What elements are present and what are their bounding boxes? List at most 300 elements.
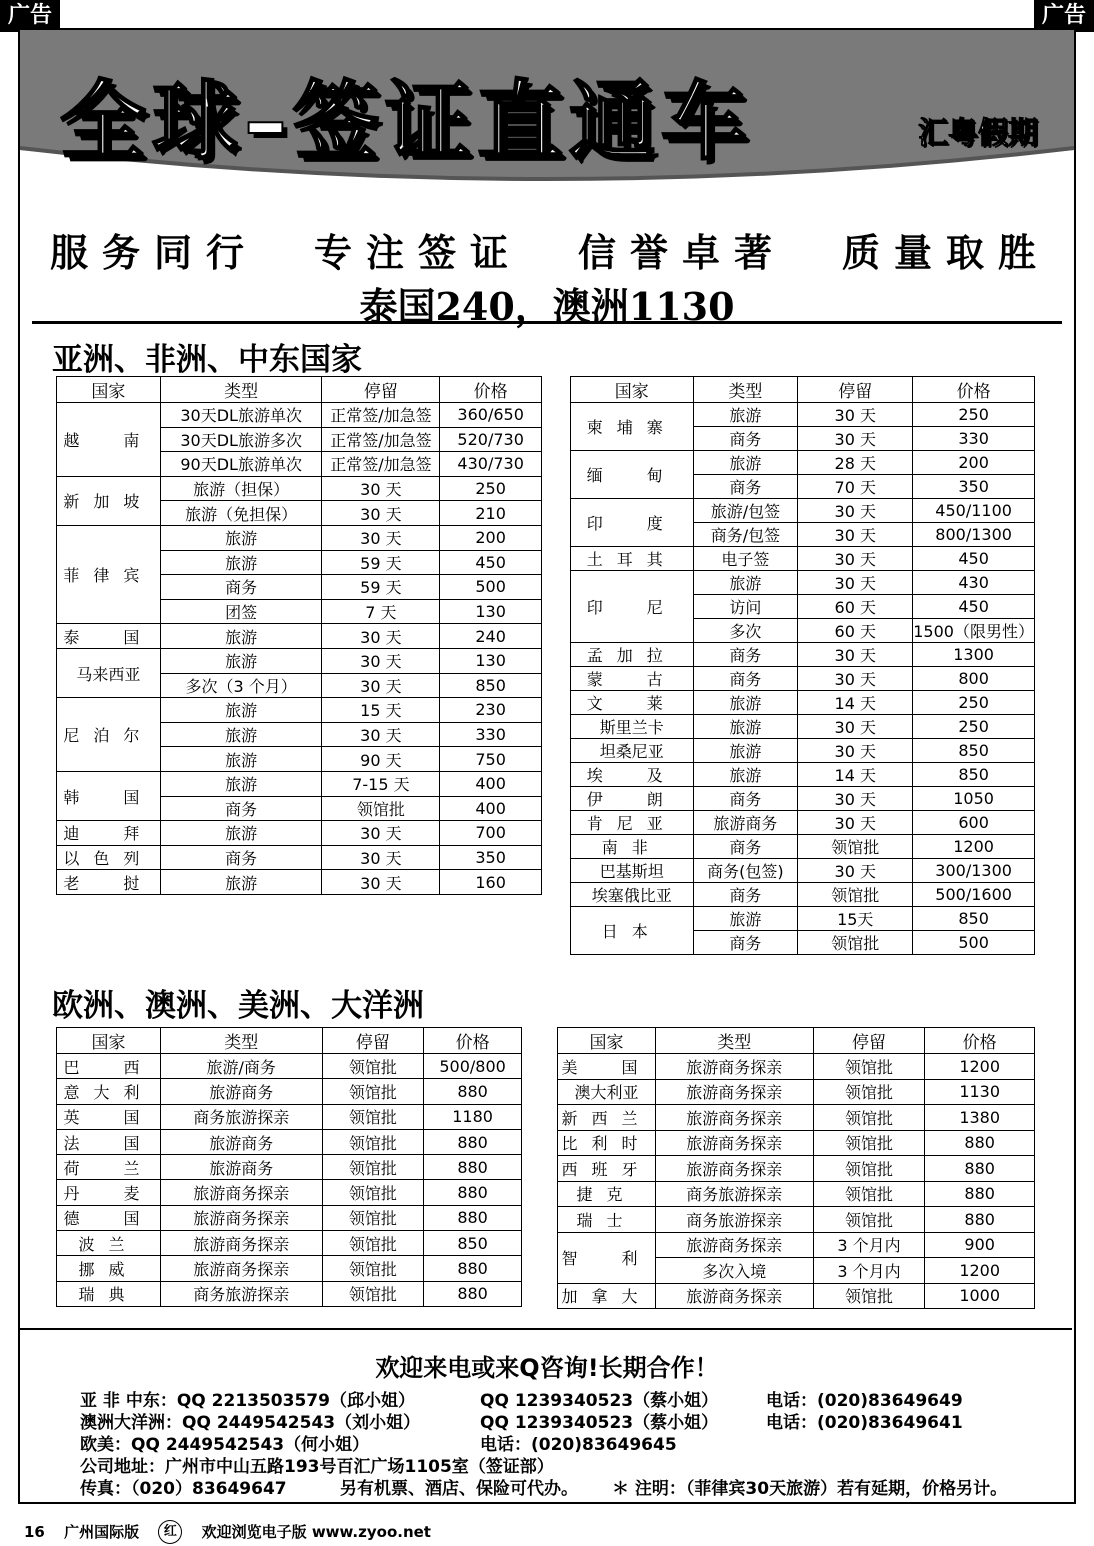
table-west-left xyxy=(56,1027,522,1307)
table-row xyxy=(57,648,542,673)
slogan-4: 质量取胜 xyxy=(841,231,1050,275)
type-cell: 访问 xyxy=(693,595,798,619)
stay-cell: 30 天 xyxy=(798,403,913,427)
stay-cell: 14 天 xyxy=(798,691,913,715)
type-cell: 商务 xyxy=(693,787,798,811)
country-cell: 巴 西 xyxy=(57,1054,161,1079)
stay-cell: 正常签/加急签 xyxy=(322,427,440,452)
header-country: 国家 xyxy=(571,377,694,403)
type-cell: 商务 xyxy=(693,835,798,859)
extension-note: ＊ 注明：（菲律宾30天旅游）若有延期，价格另计。 xyxy=(612,1479,1008,1499)
stay-cell: 领馆批 xyxy=(813,1054,925,1080)
table-row xyxy=(57,476,542,501)
price-cell: 880 xyxy=(424,1155,522,1180)
stay-cell: 领馆批 xyxy=(813,1105,925,1131)
type-cell: 旅游商务探亲 xyxy=(160,1256,322,1281)
type-cell: 旅游 xyxy=(693,739,798,763)
table-header-row xyxy=(571,377,1035,403)
country-cell: 英 国 xyxy=(57,1104,161,1129)
country-cell: 肯尼亚 xyxy=(571,811,694,835)
stay-cell: 59 天 xyxy=(322,575,440,600)
country-cell: 新加坡 xyxy=(57,476,161,525)
ad-tag-right: 广告 xyxy=(1034,0,1094,32)
country-cell: 越 南 xyxy=(57,403,161,477)
stay-cell: 领馆批 xyxy=(322,1155,424,1180)
country-cell: 斯里兰卡 xyxy=(571,715,694,739)
country-cell: 柬埔寨 xyxy=(571,403,694,451)
table-row xyxy=(57,1155,522,1180)
country-cell: 挪威 xyxy=(57,1256,161,1281)
stay-cell: 领馆批 xyxy=(798,883,913,907)
type-cell: 旅游商务探亲 xyxy=(655,1156,813,1182)
header-price: 价格 xyxy=(913,377,1035,403)
price-cell: 1380 xyxy=(925,1105,1035,1131)
country-cell: 伊 朗 xyxy=(571,787,694,811)
type-cell: 旅游商务探亲 xyxy=(655,1232,813,1258)
stay-cell: 28 天 xyxy=(798,451,913,475)
type-cell: 旅游（担保） xyxy=(160,476,322,501)
stay-cell: 领馆批 xyxy=(813,1181,925,1207)
price-cell: 900 xyxy=(925,1232,1035,1258)
table-row xyxy=(57,1180,522,1205)
country-cell: 文 莱 xyxy=(571,691,694,715)
table-row xyxy=(558,1079,1035,1105)
country-cell: 印 度 xyxy=(571,499,694,547)
country-cell: 孟加拉 xyxy=(571,643,694,667)
header-stay: 停留 xyxy=(322,377,440,403)
table-row xyxy=(57,771,542,796)
price-cell: 250 xyxy=(440,476,542,501)
stay-cell: 领馆批 xyxy=(322,1054,424,1079)
price-cell: 850 xyxy=(424,1231,522,1256)
country-cell: 日本 xyxy=(571,907,694,955)
type-cell: 旅游 xyxy=(693,451,798,475)
price-cell: 500 xyxy=(440,575,542,600)
stay-cell: 领馆批 xyxy=(798,835,913,859)
fax-number: 传真：（020）83649647 xyxy=(80,1479,287,1499)
price-cell: 450 xyxy=(440,550,542,575)
stay-cell: 30 天 xyxy=(322,624,440,649)
stay-cell: 60 天 xyxy=(798,595,913,619)
price-cell: 1000 xyxy=(925,1283,1035,1309)
table-row xyxy=(57,1256,522,1281)
table-row xyxy=(57,1129,522,1154)
price-cell: 880 xyxy=(925,1156,1035,1182)
extra-services: 另有机票、酒店、保险可代办。 xyxy=(340,1479,578,1499)
price-cell: 1050 xyxy=(913,787,1035,811)
table-row xyxy=(571,835,1035,859)
contact-asia-tel: 电话：(020)83649649 xyxy=(766,1391,963,1411)
price-cell: 130 xyxy=(440,599,542,624)
table-row xyxy=(571,787,1035,811)
country-cell: 坦桑尼亚 xyxy=(571,739,694,763)
price-cell: 600 xyxy=(913,811,1035,835)
table-header-row xyxy=(558,1028,1035,1054)
price-cell: 1200 xyxy=(925,1258,1035,1284)
header-type: 类型 xyxy=(160,1028,322,1054)
stay-cell: 30 天 xyxy=(798,667,913,691)
country-cell: 巴基斯坦 xyxy=(571,859,694,883)
header-stay: 停留 xyxy=(813,1028,925,1054)
price-cell: 850 xyxy=(913,739,1035,763)
type-cell: 旅游 xyxy=(693,691,798,715)
header-country: 国家 xyxy=(57,377,161,403)
table-row xyxy=(57,624,542,649)
table-row xyxy=(57,698,542,723)
table-header-row xyxy=(57,1028,522,1054)
website-link[interactable]: 欢迎浏览电子版 www.zyoo.net xyxy=(201,1522,431,1541)
country-cell: 瑞士 xyxy=(558,1207,656,1233)
divider xyxy=(32,321,1062,324)
stay-cell: 30 天 xyxy=(798,571,913,595)
price-cell: 1200 xyxy=(913,835,1035,859)
table-row xyxy=(571,547,1035,571)
type-cell: 旅游 xyxy=(693,571,798,595)
stay-cell: 领馆批 xyxy=(813,1130,925,1156)
type-cell: 旅游 xyxy=(160,747,322,772)
table-row xyxy=(57,1104,522,1129)
type-cell: 多次 xyxy=(693,619,798,643)
table-row xyxy=(57,821,542,846)
table-west-right xyxy=(557,1027,1035,1309)
type-cell: 多次入境 xyxy=(655,1258,813,1284)
stay-cell: 7 天 xyxy=(322,599,440,624)
price-cell: 520/730 xyxy=(440,427,542,452)
price-cell: 880 xyxy=(925,1130,1035,1156)
country-cell: 迪 拜 xyxy=(57,821,161,846)
stay-cell: 30 天 xyxy=(322,648,440,673)
slogan-1: 服务同行 xyxy=(50,231,259,275)
type-cell: 旅游 xyxy=(160,624,322,649)
price-cell: 360/650 xyxy=(440,403,542,428)
table-asia-left xyxy=(56,376,542,895)
contact-eu-tel: 电话：(020)83649645 xyxy=(480,1435,677,1455)
type-cell: 电子签 xyxy=(693,547,798,571)
price-cell: 230 xyxy=(440,698,542,723)
stay-cell: 30 天 xyxy=(798,499,913,523)
page-title: 全球–签证直通车 xyxy=(60,72,753,172)
price-cell: 450/1100 xyxy=(913,499,1035,523)
table-row xyxy=(571,643,1035,667)
type-cell: 旅游商务探亲 xyxy=(160,1231,322,1256)
price-cell: 880 xyxy=(925,1207,1035,1233)
brand-name: 汇粤假期 xyxy=(918,116,1038,151)
country-cell: 波兰 xyxy=(57,1231,161,1256)
stay-cell: 领馆批 xyxy=(322,1281,424,1306)
table-row xyxy=(571,763,1035,787)
price-cell: 880 xyxy=(424,1256,522,1281)
stay-cell: 30 天 xyxy=(798,787,913,811)
stay-cell: 90 天 xyxy=(322,747,440,772)
table-row xyxy=(558,1054,1035,1080)
price-cell: 430/730 xyxy=(440,452,542,477)
table-row xyxy=(571,691,1035,715)
stay-cell: 正常签/加急签 xyxy=(322,403,440,428)
stay-cell: 30 天 xyxy=(322,476,440,501)
type-cell: 商务旅游探亲 xyxy=(160,1104,322,1129)
stay-cell: 领馆批 xyxy=(813,1156,925,1182)
country-cell: 瑞典 xyxy=(57,1281,161,1306)
price-cell: 430 xyxy=(913,571,1035,595)
contact-oce-qq2: QQ 1239340523（蔡小姐） xyxy=(480,1413,719,1433)
type-cell: 商务 xyxy=(160,575,322,600)
divider-bottom xyxy=(20,1328,1072,1330)
price-cell: 330 xyxy=(913,427,1035,451)
country-cell: 意大利 xyxy=(57,1079,161,1104)
page-footer xyxy=(24,1520,445,1544)
type-cell: 90天DL旅游单次 xyxy=(160,452,322,477)
country-cell: 马来西亚 xyxy=(57,648,161,697)
header-type: 类型 xyxy=(655,1028,813,1054)
header-country: 国家 xyxy=(558,1028,656,1054)
table-row xyxy=(57,1231,522,1256)
slogan-2: 专注签证 xyxy=(313,231,522,275)
table-row xyxy=(57,845,542,870)
price-cell: 200 xyxy=(440,525,542,550)
price-cell: 1200 xyxy=(925,1054,1035,1080)
stay-cell: 7-15 天 xyxy=(322,771,440,796)
type-cell: 旅游 xyxy=(160,722,322,747)
type-cell: 旅游商务探亲 xyxy=(655,1079,813,1105)
contact-oce-tel: 电话：(020)83649641 xyxy=(766,1413,963,1433)
price-cell: 330 xyxy=(440,722,542,747)
price-cell: 250 xyxy=(913,691,1035,715)
country-cell: 泰 国 xyxy=(57,624,161,649)
stay-cell: 领馆批 xyxy=(322,1256,424,1281)
stay-cell: 领馆批 xyxy=(798,931,913,955)
stay-cell: 30 天 xyxy=(322,845,440,870)
stay-cell: 15 天 xyxy=(322,698,440,723)
type-cell: 旅游（免担保） xyxy=(160,501,322,526)
stay-cell: 30 天 xyxy=(798,715,913,739)
type-cell: 30天DL旅游多次 xyxy=(160,427,322,452)
stay-cell: 领馆批 xyxy=(322,1129,424,1154)
type-cell: 30天DL旅游单次 xyxy=(160,403,322,428)
stay-cell: 领馆批 xyxy=(813,1207,925,1233)
stay-cell: 30 天 xyxy=(322,525,440,550)
welcome-text: 欢迎来电或来Q咨询!长期合作！ xyxy=(375,1354,719,1382)
country-cell: 菲律宾 xyxy=(57,525,161,623)
type-cell: 旅游 xyxy=(160,821,322,846)
price-cell: 500 xyxy=(913,931,1035,955)
table-row xyxy=(57,525,542,550)
table-row xyxy=(571,451,1035,475)
country-cell: 印 尼 xyxy=(571,571,694,643)
table-row xyxy=(57,1079,522,1104)
price-cell: 1130 xyxy=(925,1079,1035,1105)
type-cell: 旅游商务探亲 xyxy=(160,1180,322,1205)
table-header-row xyxy=(57,377,542,403)
edition-name: 广州国际版 xyxy=(64,1522,140,1541)
stay-cell: 30 天 xyxy=(798,739,913,763)
table-row xyxy=(571,571,1035,595)
stay-cell: 14 天 xyxy=(798,763,913,787)
country-cell: 土耳其 xyxy=(571,547,694,571)
table-row xyxy=(558,1181,1035,1207)
stay-cell: 3 个月内 xyxy=(813,1258,925,1284)
stay-cell: 领馆批 xyxy=(322,1231,424,1256)
stay-cell: 30 天 xyxy=(322,501,440,526)
price-cell: 800/1300 xyxy=(913,523,1035,547)
type-cell: 多次（3 个月） xyxy=(160,673,322,698)
stay-cell: 70 天 xyxy=(798,475,913,499)
table-row xyxy=(571,883,1035,907)
header-type: 类型 xyxy=(160,377,322,403)
country-cell: 法 国 xyxy=(57,1129,161,1154)
stay-cell: 3 个月内 xyxy=(813,1232,925,1258)
price-cell: 250 xyxy=(913,403,1035,427)
stay-cell: 30 天 xyxy=(322,870,440,895)
stay-cell: 60 天 xyxy=(798,619,913,643)
type-cell: 商务 xyxy=(693,667,798,691)
table-row xyxy=(57,403,542,428)
type-cell: 商务 xyxy=(693,643,798,667)
table-row xyxy=(571,907,1035,931)
price-cell: 450 xyxy=(913,547,1035,571)
table-row xyxy=(558,1130,1035,1156)
type-cell: 商务 xyxy=(160,845,322,870)
price-cell: 200 xyxy=(913,451,1035,475)
stay-cell: 30 天 xyxy=(798,811,913,835)
stay-cell: 30 天 xyxy=(798,547,913,571)
type-cell: 商务 xyxy=(160,796,322,821)
type-cell: 旅游 xyxy=(160,525,322,550)
price-cell: 210 xyxy=(440,501,542,526)
country-cell: 尼泊尔 xyxy=(57,698,161,772)
price-cell: 500/800 xyxy=(424,1054,522,1079)
type-cell: 旅游 xyxy=(693,763,798,787)
price-cell: 1500（限男性） xyxy=(913,619,1035,643)
type-cell: 商务旅游探亲 xyxy=(655,1181,813,1207)
type-cell: 旅游商务探亲 xyxy=(655,1130,813,1156)
table-row xyxy=(57,1205,522,1230)
country-cell: 荷 兰 xyxy=(57,1155,161,1180)
type-cell: 旅游商务 xyxy=(160,1155,322,1180)
slogan-row xyxy=(50,222,1050,277)
stay-cell: 59 天 xyxy=(322,550,440,575)
price-cell: 300/1300 xyxy=(913,859,1035,883)
price-cell: 1300 xyxy=(913,643,1035,667)
price-cell: 850 xyxy=(913,907,1035,931)
type-cell: 旅游商务探亲 xyxy=(655,1105,813,1131)
price-cell: 880 xyxy=(424,1205,522,1230)
company-address: 公司地址：广州市中山五路193号百汇广场1105室（签证部） xyxy=(80,1457,554,1477)
table-row xyxy=(558,1105,1035,1131)
type-cell: 旅游 xyxy=(160,648,322,673)
country-cell: 老 挝 xyxy=(57,870,161,895)
price-cell: 240 xyxy=(440,624,542,649)
type-cell: 商务 xyxy=(693,931,798,955)
table-row xyxy=(558,1207,1035,1233)
price-cell: 850 xyxy=(440,673,542,698)
stay-cell: 30 天 xyxy=(322,821,440,846)
table-asia-right xyxy=(570,376,1035,955)
price-cell: 130 xyxy=(440,648,542,673)
type-cell: 旅游商务 xyxy=(160,1129,322,1154)
price-cell: 350 xyxy=(440,845,542,870)
table-row xyxy=(571,715,1035,739)
type-cell: 商务 xyxy=(693,427,798,451)
type-cell: 旅游商务 xyxy=(693,811,798,835)
stay-cell: 领馆批 xyxy=(322,1180,424,1205)
country-cell: 西班牙 xyxy=(558,1156,656,1182)
price-cell: 880 xyxy=(925,1181,1035,1207)
header-country: 国家 xyxy=(57,1028,161,1054)
publisher-logo-icon: 红 xyxy=(158,1520,182,1544)
table-row xyxy=(57,1054,522,1079)
section-asia-title: 亚洲、非洲、中东国家 xyxy=(52,342,362,378)
stay-cell: 30 天 xyxy=(798,859,913,883)
price-cell: 450 xyxy=(913,595,1035,619)
stay-cell: 领馆批 xyxy=(322,796,440,821)
header-price: 价格 xyxy=(424,1028,522,1054)
ad-tag-left: 广告 xyxy=(0,0,60,32)
type-cell: 商务 xyxy=(693,883,798,907)
table-row xyxy=(57,1281,522,1306)
country-cell: 澳大利亚 xyxy=(558,1079,656,1105)
header-stay: 停留 xyxy=(798,377,913,403)
type-cell: 旅游 xyxy=(693,715,798,739)
price-highlight: 泰国240，澳洲1130 xyxy=(359,284,735,329)
price-cell: 800 xyxy=(913,667,1035,691)
type-cell: 旅游商务探亲 xyxy=(655,1283,813,1309)
type-cell: 旅游 xyxy=(693,403,798,427)
price-cell: 500/1600 xyxy=(913,883,1035,907)
type-cell: 商务/包签 xyxy=(693,523,798,547)
table-row xyxy=(558,1283,1035,1309)
contact-eu-qq: 欧美：QQ 2449542543（何小姐） xyxy=(80,1435,370,1455)
contact-asia-qq1: 亚 非 中东：QQ 2213503579（邱小姐） xyxy=(80,1391,415,1411)
stay-cell: 领馆批 xyxy=(322,1205,424,1230)
table-row xyxy=(558,1232,1035,1258)
type-cell: 商务 xyxy=(693,475,798,499)
type-cell: 商务(包签) xyxy=(693,859,798,883)
country-cell: 埃塞俄比亚 xyxy=(571,883,694,907)
contact-oce-qq1: 澳洲大洋洲：QQ 2449542543（刘小姐） xyxy=(80,1413,421,1433)
type-cell: 旅游/包签 xyxy=(693,499,798,523)
price-cell: 250 xyxy=(913,715,1035,739)
price-cell: 880 xyxy=(424,1079,522,1104)
price-cell: 880 xyxy=(424,1180,522,1205)
table-row xyxy=(571,403,1035,427)
country-cell: 新西兰 xyxy=(558,1105,656,1131)
country-cell: 埃 及 xyxy=(571,763,694,787)
type-cell: 旅游商务探亲 xyxy=(160,1205,322,1230)
contact-asia-qq2: QQ 1239340523（蔡小姐） xyxy=(480,1391,719,1411)
stay-cell: 30 天 xyxy=(322,722,440,747)
type-cell: 旅游/商务 xyxy=(160,1054,322,1079)
type-cell: 旅游 xyxy=(693,907,798,931)
type-cell: 旅游 xyxy=(160,771,322,796)
stay-cell: 30 天 xyxy=(798,427,913,451)
price-cell: 400 xyxy=(440,796,542,821)
country-cell: 美 国 xyxy=(558,1054,656,1080)
table-row xyxy=(571,859,1035,883)
type-cell: 旅游 xyxy=(160,698,322,723)
price-cell: 350 xyxy=(913,475,1035,499)
type-cell: 旅游 xyxy=(160,550,322,575)
price-cell: 850 xyxy=(913,763,1035,787)
stay-cell: 领馆批 xyxy=(813,1283,925,1309)
country-cell: 捷克 xyxy=(558,1181,656,1207)
stay-cell: 领馆批 xyxy=(322,1104,424,1129)
stay-cell: 正常签/加急签 xyxy=(322,452,440,477)
country-cell: 南非 xyxy=(571,835,694,859)
country-cell: 以色列 xyxy=(57,845,161,870)
header-stay: 停留 xyxy=(322,1028,424,1054)
country-cell: 比利时 xyxy=(558,1130,656,1156)
stay-cell: 15天 xyxy=(798,907,913,931)
